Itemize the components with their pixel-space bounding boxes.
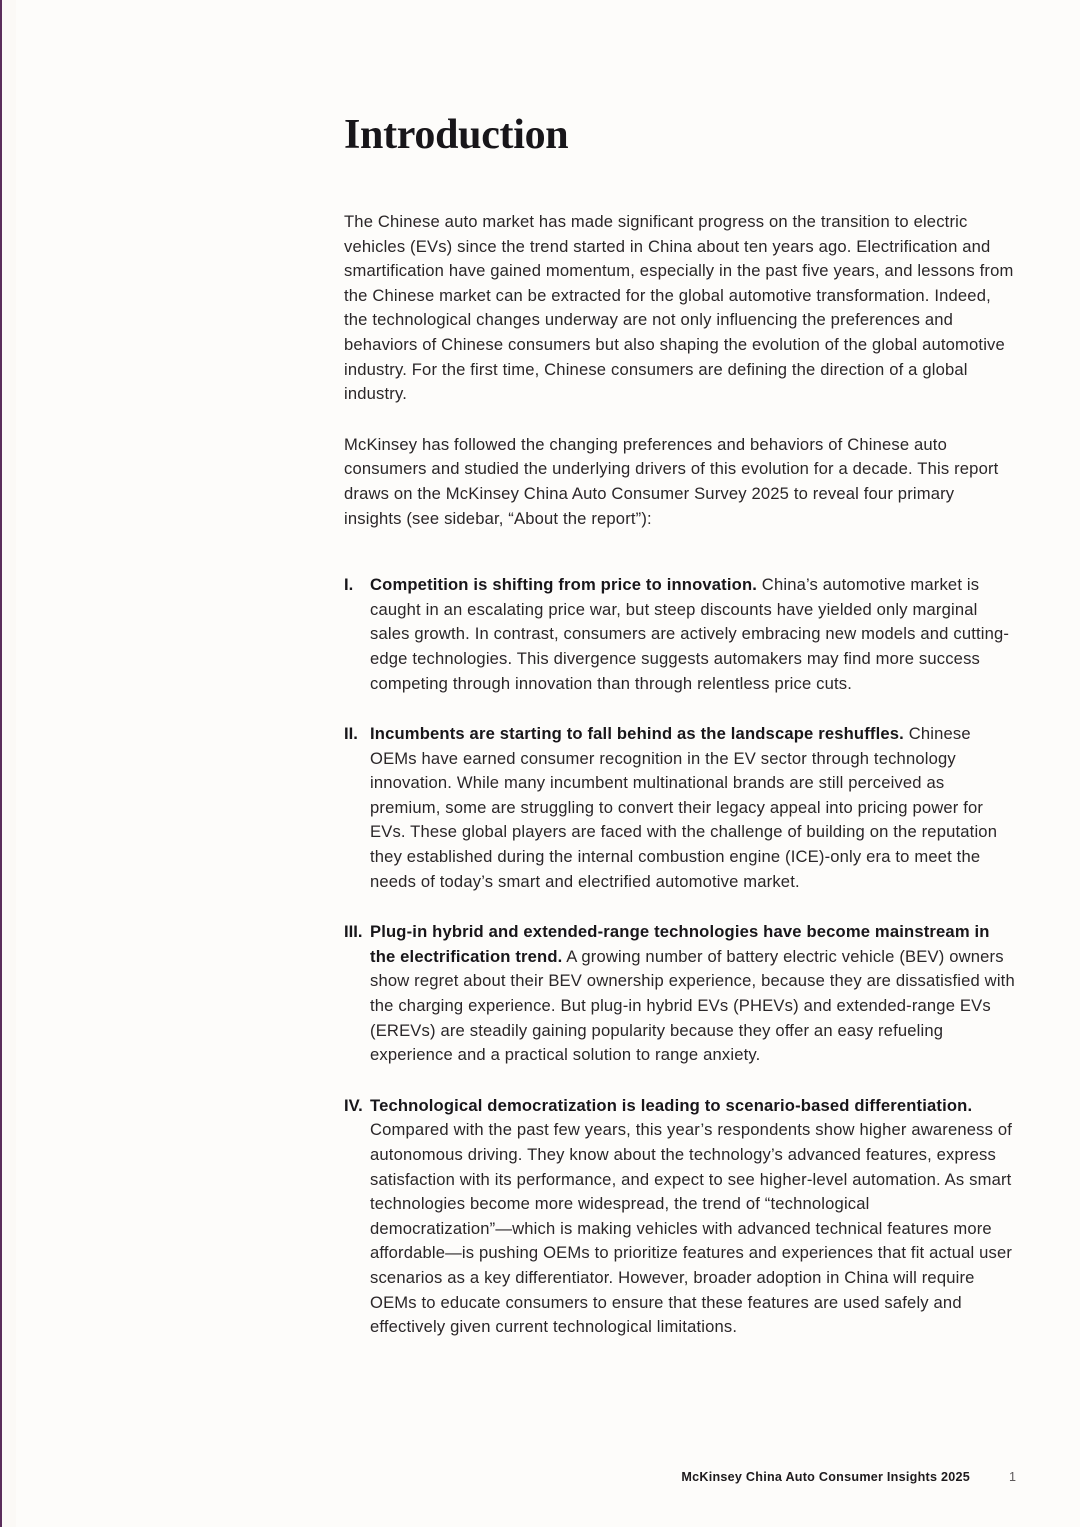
intro-paragraph-2: McKinsey has followed the changing preferences and behaviors of Chinese auto consumers and studied the underlying drivers of this evolution for a decade. This report draws on the McKinsey China Auto Consumer Survey 2025 to reveal four primary insights (see sidebar, “About the report”): [344,434,999,528]
insight-body: China’s automotive market is caught in an escalating price war, but steep discounts have yielded only marginal sales growth. In contrast, consumers are actively embracing new models and cutting-edge technologies. This divergence suggests automakers may find more success competing through innovation than through relentless price cuts. [370,575,1010,693]
insight-body: Chinese OEMs have earned consumer recognition in the EV sector through technology innovation. While many incumbent multinational brands are still perceived as premium, some are struggling to convert their legacy appeal into pricing power for EVs. These global players are faced with the challenge of building on the reputation they established during the internal combustion engine (ICE)-only era to meet the needs of today’s smart and electrified automotive market. [370,724,998,891]
insight-numeral: IV. [344,1095,363,1115]
insight-body: A growing number of battery electric vehicle (BEV) owners show regret about their BEV ownership experience, because they are dissatisfied with the charging experience. But plug-in hybrid EVs (PHEVs) and extended-range EVs (EREVs) are steadily gaining popularity because they offer an easy refueling experience and a practical solution to range anxiety. [370,946,1015,1065]
insight-text [370,575,1009,692]
footer-report-title: McKinsey China Auto Consumer Insights 2025 [681,1470,970,1484]
page-title: Introduction [344,112,569,158]
insight-lead-in: Plug-in hybrid and extended-range technologies have become mainstream in the electrification trend. [370,922,990,966]
list-item [344,1094,1016,1340]
insight-numeral: I. [344,575,354,595]
page-content [344,0,1016,1340]
insight-numeral: II. [344,724,358,744]
insight-lead-in: Technological democratization is leading to scenario-based differentiation. [370,1095,973,1115]
list-item [344,573,1016,696]
insights-list [344,573,1016,1340]
insight-text [370,1096,1012,1336]
list-item [344,722,1016,894]
insight-body: Compared with the past few years, this year’s respondents show higher awareness of autonomous driving. They know about the technology’s advanced features, express satisfaction with its performance, and expect to see higher-level automation. As smart technologies become more widespread, the trend of “technological democratization”—which is making vehicles with advanced technical features more affordable—is pushing OEMs to prioritize features and experiences that fit actual user scenarios as a key differentiator. However, broader adoption in China will require OEMs to educate consumers to ensure that these features are used safely and effectively given current technological limitations. [370,1120,1013,1337]
list-item [344,920,1016,1068]
intro-paragraph-1: The Chinese auto market has made significant progress on the transition to electric vehicles (EVs) since the trend started in China about ten years ago. Electrification and smartification have gained momentum, especially in the past five years, and lessons from the Chinese market can be extracted for the global automotive transformation. Indeed, the technological changes underway are not only influencing the preferences and behaviors of Chinese consumers but also shaping the evolution of the global automotive industry. For the first time, Chinese consumers are defining the direction of a global industry. [344,212,1014,404]
insight-lead-in: Incumbents are starting to fall behind as the landscape reshuffles. [370,724,904,744]
paper-edge-tint [2,0,16,1527]
footer-page-number: 1 [1008,1470,1016,1484]
insight-text [370,922,1015,1064]
introduction-body [344,158,1016,531]
page-footer [344,1470,1016,1484]
insight-text [370,724,997,891]
insight-numeral: III. [344,922,363,942]
insight-lead-in: Competition is shifting from price to innovation. [370,575,758,595]
